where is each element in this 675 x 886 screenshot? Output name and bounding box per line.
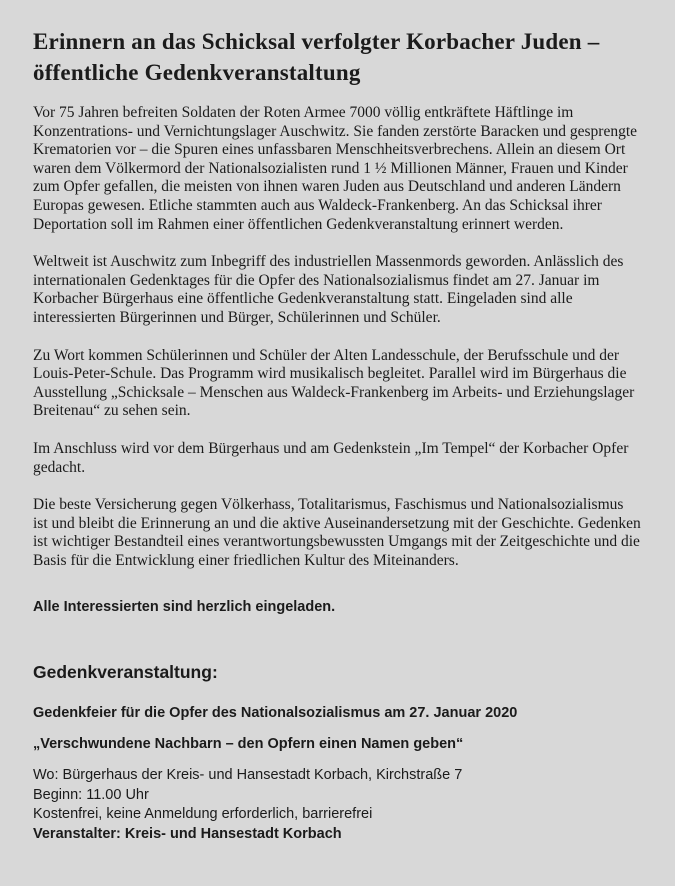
event-detail-organizer: Veranstalter: Kreis- und Hansestadt Korbach (33, 825, 342, 842)
event-title: Gedenkfeier für die Opfer des Nationalsozialismus am 27. Januar 2020 (33, 705, 518, 722)
paragraph-liberation-auschwitz: Vor 75 Jahren befreiten Soldaten der Roten Armee 7000 völlig entkräftete Häftlinge im Konzentrations- und Vernichtungslager Auschwitz. Sie fanden zerstörte Baracken und gesprengte Krematorien vor – die Spuren eines unfassbaren Menschheitsverbrechens. Allein an diesem Ort waren dem Völkermord der Nationalsozialisten rund 1 ½ Millionen Männer, Frauen und Kinder zum Opfer gefallen, die meisten von ihnen waren Juden aus Deutschland und anderen Ländern Europas gewesen. Etliche stammten auch aus Waldeck-Frankenberg. An das Schicksal ihrer Deportation soll im Rahmen einer öffentlichen Gedenkveranstaltung erinnert werden. (33, 104, 638, 233)
paragraph-memorial-day: Weltweit ist Auschwitz zum Inbegriff des industriellen Massenmords geworden. Anlässlich des internationalen Gedenktages für die Opfer des Nationalsozialismus findet am 27. Januar im Korbacher Bürgerhaus eine öffentliche Gedenkveranstaltung statt. Eingeladen sind alle interessierten Bürgerinnen und Bürger, Schülerinnen und Schüler. (33, 253, 624, 326)
event-details (33, 766, 642, 844)
event-section-heading: Gedenkveranstaltung: (33, 662, 218, 683)
event-detail-start-time: Beginn: 11.00 Uhr (33, 786, 149, 803)
page-title: Erinnern an das Schicksal verfolgter Korbacher Juden – öffentliche Gedenkveranstaltung (33, 29, 600, 85)
paragraph-remembrance-importance: Die beste Versicherung gegen Völkerhass, Totalitarismus, Faschismus und Nationalsozialismus ist und bleibt die Erinnerung an und die aktive Auseinandersetzung mit der Geschichte. Gedenken ist wichtiger Bestandteil eines verantwortungsbewussten Umgangs mit der Zeitgeschichte und die Basis für die Entwicklung einer friedlichen Kultur des Miteinanders. (33, 496, 641, 569)
paragraph-schools-exhibition: Zu Wort kommen Schülerinnen und Schüler der Alten Landesschule, der Berufsschule und der Louis-Peter-Schule. Das Programm wird musikalisch begleitet. Parallel wird im Bürgerhaus die Ausstellung „Schicksale – Menschen aus Waldeck-Frankenberg im Arbeits- und Erziehungslager Breitenau“ zu sehen sein. (33, 346, 635, 420)
closing-invitation-line: Alle Interessierten sind herzlich eingeladen. (33, 599, 336, 616)
paragraph-memorial-stone: Im Anschluss wird vor dem Bürgerhaus und am Gedenkstein „Im Tempel“ der Korbacher Opfer gedacht. (33, 439, 629, 476)
event-detail-location: Wo: Bürgerhaus der Kreis- und Hansestadt Korbach, Kirchstraße 7 (33, 767, 463, 784)
event-subtitle: „Verschwundene Nachbarn – den Opfern einen Namen geben“ (33, 736, 464, 753)
event-detail-admission: Kostenfrei, keine Anmeldung erforderlich, barrierefrei (33, 806, 373, 823)
